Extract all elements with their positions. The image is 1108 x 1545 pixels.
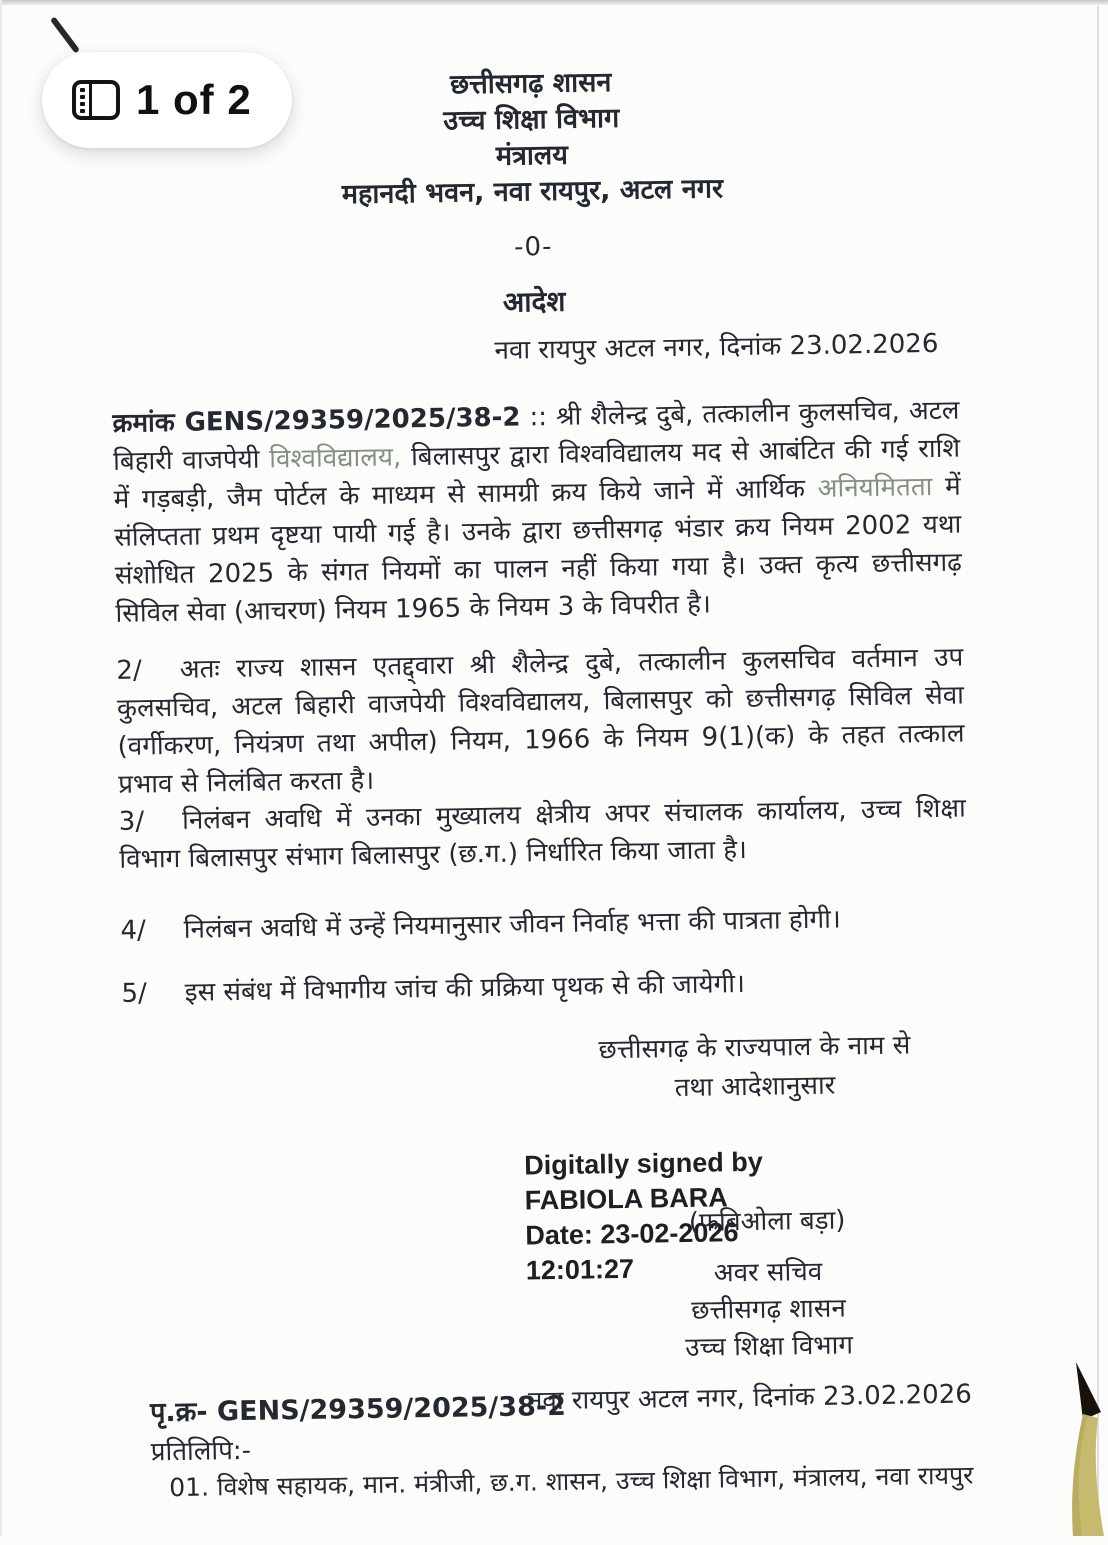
faded-word: विश्वविद्यालय, [269,442,402,475]
paragraph-text: में संलिप्तता प्रथम दृष्टया पायी गई है। उनके द्वारा छत्तीसगढ़ भंडार क्रय नियम 2002 यथा संशोधित 2025 के संगत नियमों का पालन नहीं किया गया है। उक्त कृत्य छत्तीसगढ़ सिविल सेवा (आचरण) नियम 1965 के नियम 3 के विपरीत है। [114,471,963,629]
digital-signature-line: Date: 23-02-2026 [525,1217,739,1251]
paragraph-text: निलंबन अवधि में उनका मुख्यालय क्षेत्रीय अपर संचालक कार्यालय, उच्च शिक्षा विभाग बिलासपुर संभाग बिलासपुर (छ.ग.) निर्धारित किया जाता है। [119,793,966,875]
footer-ref [150,1386,566,1430]
paragraph-3 [118,790,966,879]
paragraph-text: इस संबंध में विभागीय जांच की प्रक्रिया पृथक से की जायेगी। [184,969,746,1008]
paragraph-number: 4/ [120,915,147,946]
copy-item: 01. विशेष सहायक, मान. मंत्रीजी, छ.ग. शासन, उच्च शिक्षा विभाग, मंत्रालय, नवा रायपुर [169,1460,974,1503]
digital-signature-line: 12:01:27 [525,1253,635,1286]
paragraph-4 [120,899,967,950]
ref-label: क्रमांक [112,407,185,439]
digital-signature-line: Digitally signed by [524,1146,763,1181]
letterhead-line: मंत्रालय [495,139,569,172]
signer-block [568,1252,970,1369]
paragraph-text: अतः राज्य शासन एतद्द्वारा श्री शैलेन्द्र दुबे, तत्कालीन कुलसचिव वर्तमान उप कुलसचिव, अटल बिहारी वाजपेयी विश्वविद्यालय, बिलासपुर को छत्तीसगढ़ सिविल सेवा (वर्गीकरण, नियंत्रण तथा अपील) नियम, 1966 के नियम 9(1)(क) के तहत तत्काल प्रभाव से निलंबित करता है। [116,642,965,800]
signer-designation: अवर सचिव [713,1256,823,1289]
page-indicator-pill[interactable] [42,52,292,148]
digital-signature-line: FABIOLA BARA [524,1182,729,1216]
footer-dateline: नवा रायपुर अटल नगर, दिनांक 23.02.2026 [527,1379,973,1417]
letterhead-line: उच्च शिक्षा विभाग [443,102,620,137]
copy-label: प्रतिलिपि:- [150,1435,252,1468]
paragraph-1 [112,392,962,633]
signer-name-hindi: (फबिओला बड़ा) [688,1205,846,1238]
paragraph-text: :: श्री शैलेन्द्र दुबे, तत्कालीन कुलसचिव, अटल बिहारी वाजपेयी [112,395,960,477]
authority-lines [504,1025,1005,1111]
faded-word: अनियमितता [817,472,933,504]
paragraph-number: 2/ [116,655,142,686]
letterhead-line: महानदी भवन, नवा रायपुर, अटल नगर [341,173,724,211]
separator-dash: -0- [513,231,553,263]
pages-icon [72,80,120,120]
authority-line: तथा आदेशानुसार [674,1070,836,1104]
authority-line: छत्तीसगढ़ के राज्यपाल के नाम से [598,1030,911,1066]
signer-org-line: छत्तीसगढ़ शासन [691,1293,846,1326]
ref-number: GENS/29359/2025/38-2 [184,402,521,438]
paper-curl [1038,1354,1108,1536]
page-indicator-label: 1 of 2 [136,76,252,123]
signer-org-line: उच्च शिक्षा विभाग [685,1330,854,1364]
paragraph-5 [121,962,968,1013]
paragraph-2 [116,639,965,804]
paragraph-number: 5/ [121,978,148,1009]
footer-ref-label: पृ.क्र- [149,1396,218,1429]
letterhead-line: छत्तीसगढ़ शासन [449,67,612,101]
paragraph-text: बिलासपुर द्वारा विश्वविद्यालय मद से आबंटित की गई राशि में गड़बड़ी, जैम पोर्टल के माध्यम से सामग्री क्रय किये जाने में आर्थिक [113,433,961,515]
order-dateline: नवा रायपुर अटल नगर, दिनांक 23.02.2026 [494,328,939,366]
paragraph-number: 3/ [118,806,145,837]
paragraph-text: निलंबन अवधि में उन्हें नियमानुसार जीवन निर्वाह भत्ता की पात्रता होगी। [183,904,841,945]
footer-ref-number: GENS/29359/2025/38-2 [216,1390,567,1428]
order-title: आदेश [502,284,566,319]
